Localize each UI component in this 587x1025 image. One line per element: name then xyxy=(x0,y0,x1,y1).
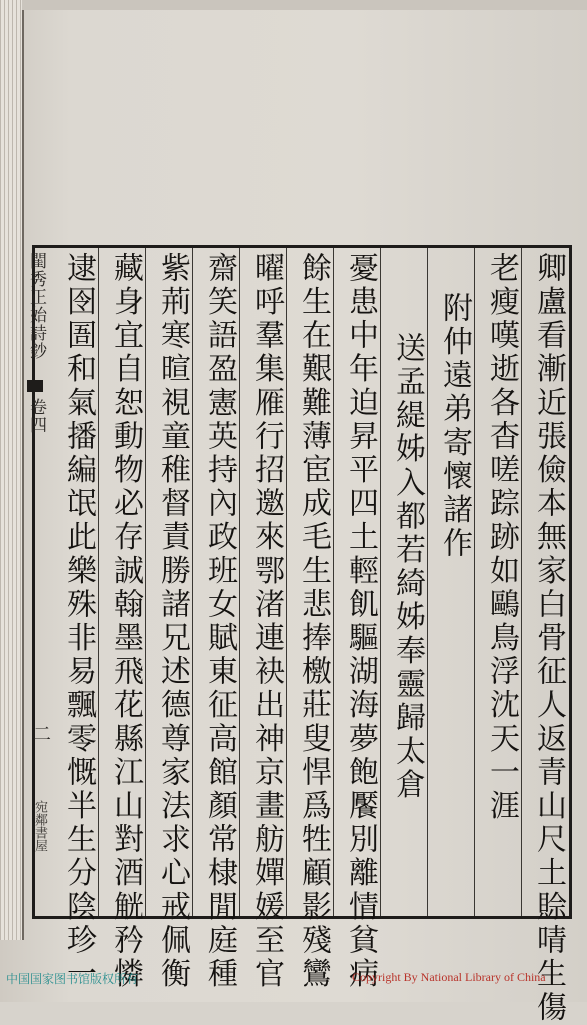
banxin-title: 閨秀正始詩鈔 xyxy=(26,252,46,360)
text-column-4: 送孟緹姊入都若綺姊奉靈歸太倉 xyxy=(390,332,425,803)
page-edges-stack xyxy=(0,0,24,940)
text-column-10: 藏身宜自恕動物必存誠翰墨飛花縣江山對酒觥矜憐 xyxy=(108,252,143,992)
printer-name: 宛鄰書屋 xyxy=(32,800,47,852)
text-column-6: 餘生在艱難薄宦成毛生悲捧檄莊叟悍爲牲顧影殘鸞 xyxy=(296,252,331,992)
watermark-right: Copyright By National Library of China xyxy=(352,970,546,984)
text-column-9: 紫荊寒暄視童稚督責勝諸兄述德尊家法求心戒佩衡 xyxy=(155,252,190,992)
text-column-5: 憂患中年迫昇平四土輕飢驅湖海夢飽饜別離情貧病 xyxy=(343,252,378,992)
text-column-8: 齋笑語盈憲英持內政班女賦東征高館顏常棣閒庭種 xyxy=(202,252,237,992)
fishtail-mark xyxy=(27,380,43,392)
text-column-3: 附仲遠弟寄懷諸作 xyxy=(437,292,472,561)
leaf-number: 二 xyxy=(33,724,51,745)
top-page-edge xyxy=(22,0,587,10)
text-column-1: 卿盧看漸近張儉本無家白骨征人返青山尺土賒啨生傷 xyxy=(531,252,566,1025)
text-column-11: 逮囹圄和氣播編氓此樂殊非易飄零慨半生分陰珍一 xyxy=(61,252,96,992)
text-column-7: 曜呼羣集雁行招邀來鄂渚連袂出神京畫舫嬋媛至官 xyxy=(249,252,284,992)
banxin-juan: 卷四 xyxy=(26,398,46,434)
text-column-2: 老瘦嘆逝各杳嗟踪跡如鷗鳥浮沈天一涯 xyxy=(484,252,519,824)
watermark-left: 中国国家图书馆版权所有 xyxy=(6,972,139,986)
